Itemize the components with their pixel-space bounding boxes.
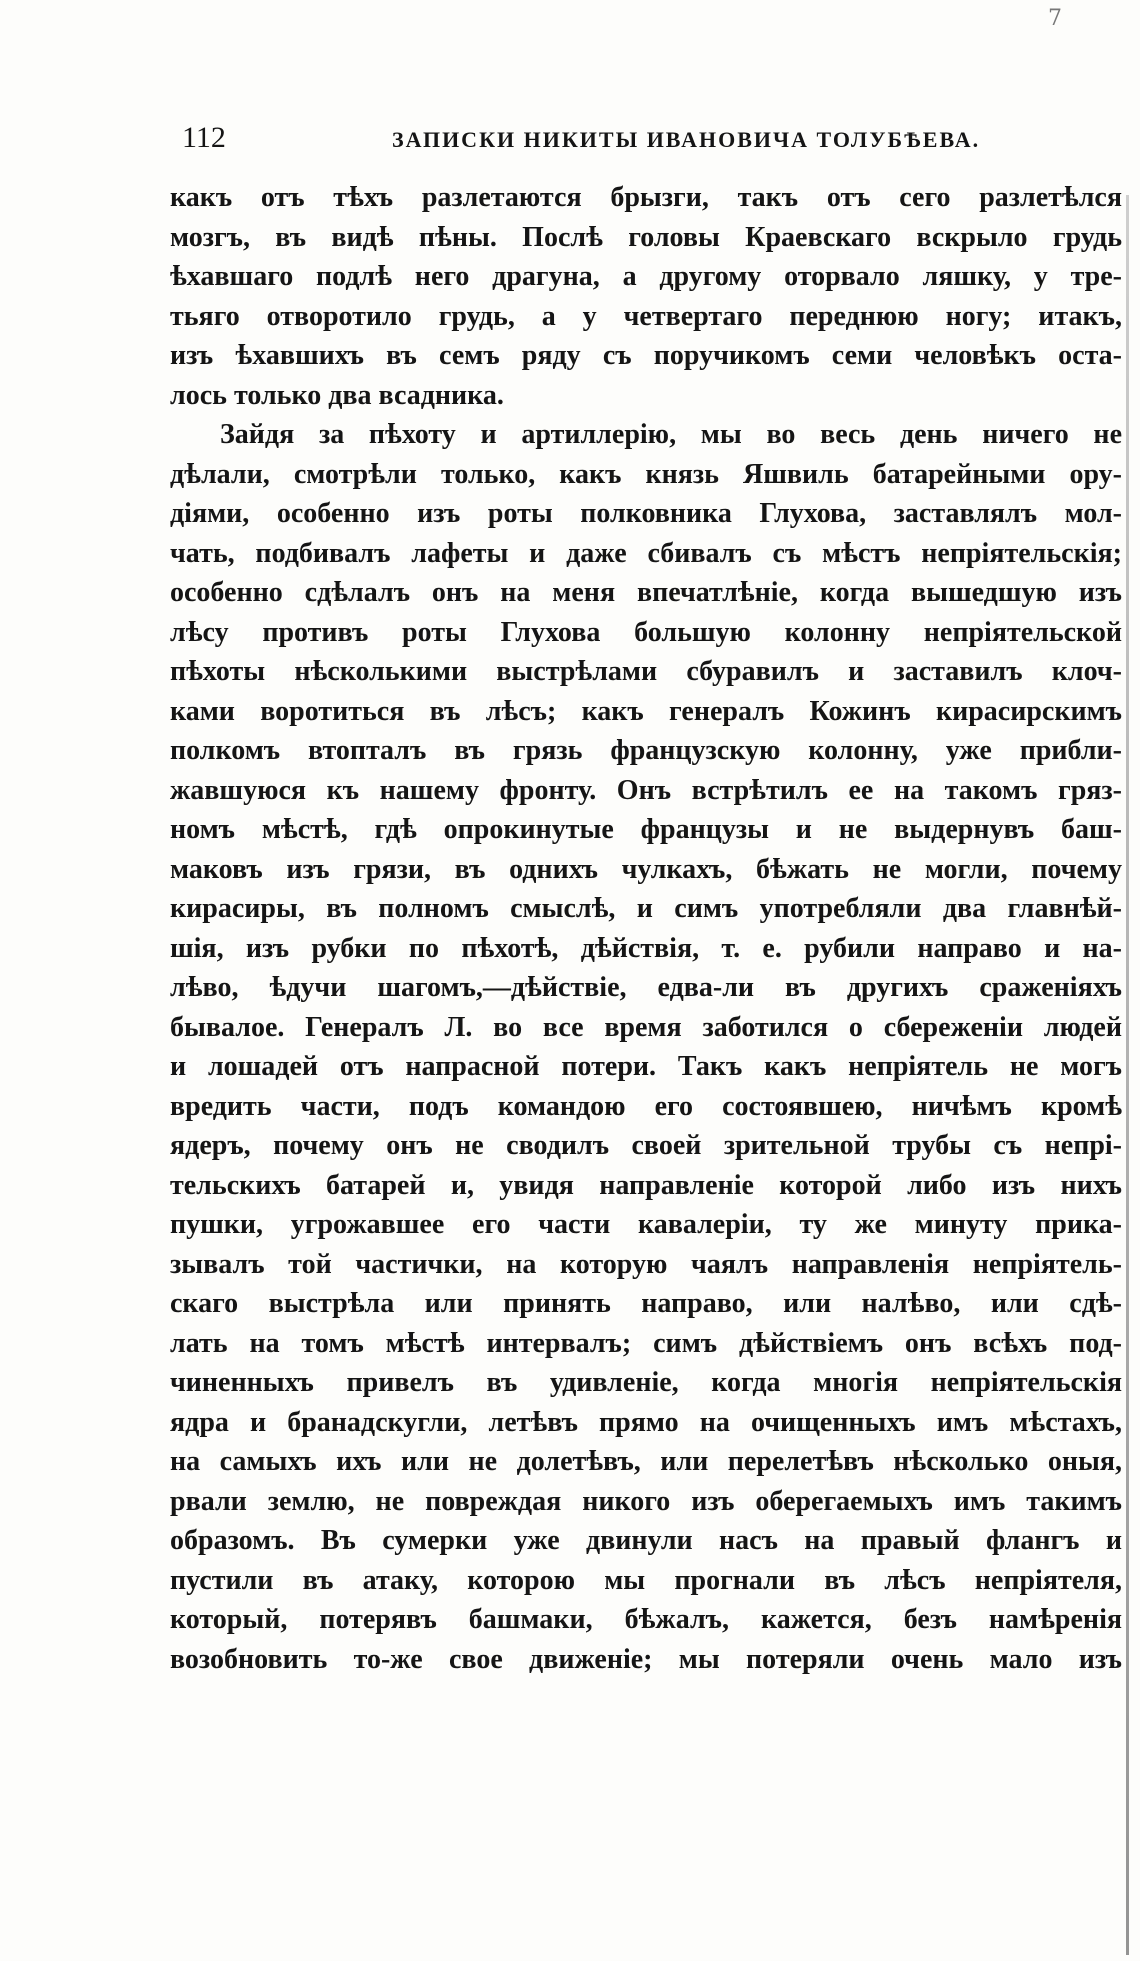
text-line: бывалое. Генералъ Л. во все время заботился о сбереженіи людей	[170, 1011, 1122, 1043]
text-line: рвали землю, не повреждая никого изъ оберегаемыхъ имъ такимъ	[170, 1485, 1122, 1517]
text-line: діями, особенно изъ роты полковника Глухова, заставлялъ мол-	[170, 498, 1122, 529]
text-line: какъ отъ тѣхъ разлетаются брызги, такъ отъ сего разлетѣлся	[170, 182, 1122, 213]
text-line: лать на томъ мѣстѣ интервалъ; симъ дѣйствіемъ онъ всѣхъ под-	[170, 1327, 1122, 1359]
text-line: особенно сдѣлалъ онъ на меня впечатлѣніе, когда вышедшую изъ	[170, 577, 1122, 608]
body-text	[170, 178, 1122, 1679]
text-line: ѣхавшаго подлѣ него драгуна, а другому оторвало ляшку, у тре-	[170, 261, 1122, 292]
text-line: ядеръ, почему онъ не сводилъ своей зрительной трубы съ непрі-	[170, 1130, 1122, 1161]
text-line: чать, подбивалъ лафеты и даже сбивалъ съ мѣстъ непріятельскія;	[170, 537, 1122, 569]
text-line: тьяго отворотило грудь, а у четвертаго переднюю ногу; итакъ,	[170, 300, 1122, 332]
text-line: дѣлали, смотрѣли только, какъ князь Яшвиль батарейными ору-	[170, 458, 1122, 490]
text-line: Зайдя за пѣхоту и артиллерію, мы во весь день ничего не	[220, 419, 1122, 450]
text-line: кирасиры, въ полномъ смыслѣ, и симъ употребляли два главнѣй-	[170, 893, 1122, 924]
text-line: вредить части, подъ командою его состоявшею, ничѣмъ кромѣ	[170, 1090, 1122, 1122]
text-line: лѣво, ѣдучи шагомъ,—дѣйствіе, едва-ли въ другихъ сраженіяхъ	[170, 972, 1122, 1003]
text-line: пустили въ атаку, которою мы прогнали въ лѣсъ непріятеля,	[170, 1564, 1122, 1596]
text-line: изъ ѣхавшихъ въ семъ ряду съ поручикомъ семи человѣкъ оста-	[170, 340, 1122, 371]
text-line: пушки, угрожавшее его части кавалеріи, ту же минуту прика-	[170, 1209, 1122, 1240]
text-line: маковъ изъ грязи, въ однихъ чулкахъ, бѣжать не могли, почему	[170, 853, 1122, 885]
text-line: и лошадей отъ напрасной потери. Такъ какъ непріятель не могъ	[170, 1051, 1122, 1082]
text-line: ками воротиться въ лѣсъ; какъ генералъ Кожинъ кирасирскимъ	[170, 695, 1122, 727]
text-line: зывалъ той частички, на которую чаялъ направленія непріятель-	[170, 1248, 1122, 1280]
text-line: пѣхоты нѣсколькими выстрѣлами сбуравилъ и заставилъ клоч-	[170, 656, 1122, 687]
page-header	[182, 118, 1118, 158]
text-line: образомъ. Въ сумерки уже двинули насъ на правый флангъ и	[170, 1525, 1122, 1556]
text-line: возобновить то-же свое движеніе; мы потеряли очень мало изъ	[170, 1643, 1122, 1675]
text-line: шія, изъ рубки по пѣхотѣ, дѣйствія, т. е. рубили направо и на-	[170, 932, 1122, 964]
text-line: скаго выстрѣла или принять направо, или налѣво, или сдѣ-	[170, 1288, 1122, 1319]
text-line: полкомъ втопталъ въ грязь французскую колонну, уже прибли-	[170, 735, 1122, 766]
text-line: жавшуюся къ нашему фронту. Онъ встрѣтилъ ее на такомъ гряз-	[170, 774, 1122, 806]
running-title: ЗАПИСКИ НИКИТЫ ИВАНОВИЧА ТОЛУБѢЕВА.	[392, 127, 981, 152]
text-line: мозгъ, въ видѣ пѣны. Послѣ головы Краевскаго вскрыло грудь	[170, 221, 1122, 253]
text-line: который, потерявъ башмаки, бѣжалъ, кажется, безъ намѣренія	[170, 1604, 1122, 1635]
corner-mark: 7	[1048, 6, 1064, 31]
text-line: тельскихъ батарей и, увидя направленіе которой либо изъ нихъ	[170, 1169, 1122, 1201]
text-line: номъ мѣстѣ, гдѣ опрокинутые французы и не выдернувъ баш-	[170, 814, 1122, 845]
text-line: чиненныхъ привелъ въ удивленіе, когда многія непріятельскія	[170, 1367, 1122, 1398]
page-number: 112	[182, 121, 226, 154]
text-line: лось только два всадника.	[170, 379, 504, 411]
text-line: на самыхъ ихъ или не долетѣвъ, или перелетѣвъ нѣсколько оныя,	[170, 1446, 1122, 1477]
text-line: лѣсу противъ роты Глухова большую колонну непріятельской	[170, 616, 1122, 648]
text-line: ядра и бранадскугли, летѣвъ прямо на очищенныхъ имъ мѣстахъ,	[170, 1406, 1122, 1438]
page-edge-shadow	[1126, 195, 1129, 1955]
